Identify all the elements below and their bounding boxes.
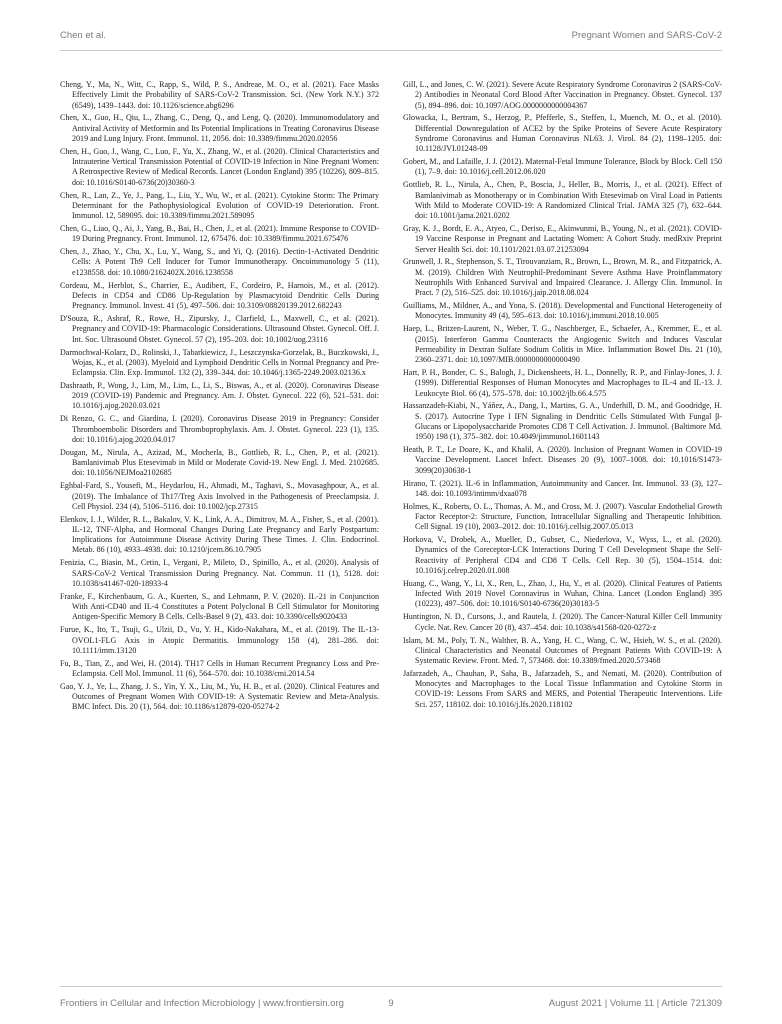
running-header (60, 30, 722, 41)
reference-entry: Hirano, T. (2021). IL-6 in Inflammation, Autoimmunity and Cancer. Int. Immunol. 33 (3), 127–148. doi: 10.1093/intimm/dxaa078 (403, 478, 722, 498)
reference-entry: Fu, B., Tian, Z., and Wei, H. (2014). TH17 Cells in Human Recurrent Pregnancy Loss and Pre-Eclampsia. Cell Mol. Immunol. 11 (6), 564–570. doi: 10.1038/cmi.2014.54 (60, 658, 379, 678)
reference-entry: Islam, M. M., Poly, T. N., Walther, B. A., Yang, H. C., Wang, C. W., Hsieh, W. S., et al. (2020). Clinical Characteristics and Neonatal Outcomes of Pregnant Patients With COVID-19: A Systematic Review. Front. Med. 7, 573468. doi: 10.3389/fmed.2020.573468 (403, 635, 722, 665)
reference-list (60, 80, 722, 715)
footer-issue: August 2021 | Volume 11 | Article 721309 (548, 998, 722, 1009)
header-title: Pregnant Women and SARS-CoV-2 (571, 30, 722, 41)
reference-entry: Eghbal-Fard, S., Yousefi, M., Heydarlou, H., Ahmadi, M., Taghavi, S., Movasaghpour, A., et al. (2019). The Imbalance of Th17/Treg Axis Involved in the Pathogenesis of Preeclampsia. J. Cell Physiol. 234 (4), 5106–5116. doi: 10.1002/jcp.27315 (60, 481, 379, 511)
header-divider (60, 50, 722, 51)
reference-entry: Chen, G., Liao, Q., Ai, J., Yang, B., Bai, H., Chen, J., et al. (2021). Immune Response to COVID-19 During Pregnancy. Front. Immunol. 12, 675476. doi: 10.3389/fimmu.2021.675476 (60, 224, 379, 244)
reference-entry: Horkova, V., Drobek, A., Mueller, D., Gubser, C., Niederlova, V., Wyss, L., et al. (2020). Dynamics of the Coreceptor-LCK Interactions During T Cell Development Shape the Self-Reactivity of Peripheral CD4 and CD8 T Cells. Cell Rep. 30 (5), 1504–1514. doi: 10.1016/j.celrep.2020.01.008 (403, 535, 722, 575)
header-authors: Chen et al. (60, 30, 106, 41)
reference-entry: Dashraath, P., Wong, J., Lim, M., Lim, L., Li, S., Biswas, A., et al. (2020). Coronavirus Disease 2019 (COVID-19) Pandemic and Pregnancy. Am. J. Obstet. Gynecol. 222 (6), 521–531. doi: 10.1016/j.ajog.2020.03.021 (60, 380, 379, 411)
footer-divider (60, 986, 722, 987)
reference-entry: Guilliams, M., Mildner, A., and Yona, S. (2018). Developmental and Functional Heterogeneity of Monocytes. Immunity 49 (4), 595–613. doi: 10.1016/j.immuni.2018.10.005 (403, 301, 722, 321)
reference-column-left (60, 80, 379, 715)
reference-entry: Haep, L., Britzen-Laurent, N., Weber, T. G., Naschberger, E., Schaefer, A., Kremmer, E., et al. (2015). Interferon Gamma Counteracts the Angiogenic Switch and Induces Vascular Permeability in Dextran Sulfate Sodium Colitis in Mice. Inflammation Bowel Dis. 21 (10), 2360–2371. doi: 10.1097/MIB.0000000000000490 (403, 324, 722, 365)
reference-entry: Hart, P. H., Bonder, C. S., Balogh, J., Dickensheets, H. L., Donnelly, R. P., and Finlay-Jones, J. J. (1999). Differential Responses of Human Monocytes and Macrophages to IL-4 and IL-13. J. Leukocyte Biol. 66 (4), 575–578. doi: 10.1002/jlb.66.4.575 (403, 368, 722, 398)
reference-entry: Darmochwal-Kolarz, D., Rolinski, J., Tabarkiewicz, J., Leszczynska-Gorzelak, B., Buczkowski, J., Wojas, K., et al. (2003). Myeloid and Lymphoid Dendritic Cells in Normal Pregnancy and Pre-Eclampsia. Clin. Exp. Immunol. 132 (2), 339–344. doi: 10.1046/j.1365-2249.2003.02136.x (60, 347, 379, 377)
reference-entry: Glowacka, I., Bertram, S., Herzog, P., Pfefferle, S., Steffen, I., Muench, M. O., et al. (2010). Differential Downregulation of ACE2 by the Spike Proteins of Severe Acute Respiratory Syndrome Coronavirus and Human Coronavirus NL63. J. Virol. 84 (2), 1198–1205. doi: 10.1128/JVI.01248-09 (403, 113, 722, 154)
reference-entry: Elenkov, I. J., Wilder, R. L., Bakalov, V. K., Link, A. A., Dimitrov, M. A., Fisher, S., et al. (2001). IL-12, TNF-Alpha, and Hormonal Changes During Late Pregnancy and Early Postpartum: Implications for Autoimmune Disease Activity During These Times. J. Clin. Endocrinol. Metab. 86 (10), 4933–4938. doi: 10.1210/jcem.86.10.7905 (60, 514, 379, 555)
reference-entry: Franke, F., Kirchenbaum, G. A., Kuerten, S., and Lehmann, P. V. (2020). IL-21 in Conjunction With Anti-CD40 and IL-4 Constitutes a Potent Polyclonal B Cell Stimulator for Monitoring Antigen-Specific Memory B Cells. Cells-Basel 9 (2), 433. doi: 10.3390/cells9020433 (60, 591, 379, 622)
reference-entry: Grunwell, J. R., Stephenson, S. T., Tirouvanziam, R., Brown, L., Brown, M. R., and Fitzpatrick, A. M. (2019). Children With Neutrophil-Predominant Severe Asthma Have Proinflammatory Neutrophils With Enhanced Survival and Impaired Clearance. J. Allergy Clin. Immunol. In Pract. 7 (2), 516–525. doi: 10.1016/j.jaip.2018.08.024 (403, 257, 722, 298)
reference-entry: Gottlieb, R. L., Nirula, A., Chen, P., Boscia, J., Heller, B., Morris, J., et al. (2021). Effect of Bamlanivimab as Monotherapy or in Combination With Etesevimab on Viral Load in Patients With Mild to Moderate COVID-19: A Randomized Clinical Trial. JAMA 325 (7), 632–644. doi: 10.1001/jama.2021.0202 (403, 180, 722, 221)
reference-entry: Chen, H., Guo, J., Wang, C., Luo, F., Yu, X., Zhang, W., et al. (2020). Clinical Characteristics and Intrauterine Vertical Transmission Potential of COVID-19 Infection in Nine Pregnant Women: A Retrospective Review of Medical Records. Lancet (London England) 395 (10226), 809–815. doi: 10.1016/S0140-6736(20)30360-3 (60, 146, 379, 187)
reference-entry: Chen, X., Guo, H., Qiu, L., Zhang, C., Deng, Q., and Leng, Q. (2020). Immunomodulatory and Antiviral Activity of Metformin and Its Potential Implications in Treating Coronavirus Disease 2019 and Lung Injury. Front. Immunol. 11, 2056. doi: 10.3389/fimmu.2020.02056 (60, 113, 379, 143)
reference-entry: Dougan, M., Nirula, A., Azizad, M., Mocherla, B., Gottlieb, R. L., Chen, P., et al. (2021). Bamlanivimab Plus Etesevimab in Mild or Moderate Covid-19. New Engl. J. Med. 2102685. doi: 10.1056/NEJMoa2102685 (60, 447, 379, 478)
reference-entry: Gao, Y. J., Ye, L., Zhang, J. S., Yin, Y. X., Liu, M., Yu, H. B., et al. (2020). Clinical Features and Outcomes of Pregnant Women With COVID-19: A Systematic Review and Meta-Analysis. BMC Infect. Dis. 20 (1), 564. doi: 10.1186/s12879-020-05274-2 (60, 681, 379, 712)
reference-entry: D'Souza, R., Ashraf, R., Rowe, H., Zipursky, J., Clarfield, L., Maxwell, C., et al. (2021). Pregnancy and COVID-19: Pharmacologic Considerations. Ultrasound Obstet. Gynecol. Off. J. Int. Soc. Ultrasound Obstet. Gynecol. 57 (2), 195–203. doi: 10.1002/uog.23116 (60, 314, 379, 344)
reference-entry: Furue, K., Ito, T., Tsuji, G., Ulzii, D., Vu, Y. H., Kido-Nakahara, M., et al. (2019). The IL-13-OVOL1-FLG Axis in Atopic Dermatitis. Immunology 158 (4), 281–286. doi: 10.1111/imm.13120 (60, 625, 379, 655)
reference-entry: Hassanzadeh-Kiabi, N., Yáñez, A., Dang, I., Martins, G. A., Underhill, D. M., and Goodridge, H. S. (2017). Autocrine Type I IFN Signaling in Dendritic Cells Stimulated With Fungal β-Glucans or Lipopolysaccharide Promotes CD8 T Cell Activation. J. Immunol. (Baltimore Md. 1950) 198 (1), 375–382. doi: 10.4049/jimmunol.1601143 (403, 401, 722, 442)
reference-column-right (403, 80, 722, 715)
reference-entry: Gill, L., and Jones, C. W. (2021). Severe Acute Respiratory Syndrome Coronavirus 2 (SARS-CoV-2) Antibodies in Neonatal Cord Blood After Vaccination in Pregnancy. Obstet. Gynecol. 137 (5), 894–896. doi: 10.1097/AOG.0000000000004367 (403, 80, 722, 110)
reference-entry: Chen, J., Zhao, Y., Chu, X., Lu, Y., Wang, S., and Yi, Q. (2016). Dectin-1-Activated Dendritic Cells: A Potent Th9 Cell Inducer for Tumor Immunotherapy. Oncoimmunology 5 (11), e1238558. doi: 10.1080/2162402X.2016.1238558 (60, 247, 379, 277)
running-footer (60, 998, 722, 1009)
reference-entry: Jafarzadeh, A., Chauhan, P., Saha, B., Jafarzadeh, S., and Nemati, M. (2020). Contribution of Monocytes and Macrophages to the Local Tissue Inflammation and Cytokine Storm in COVID-19: Lessons From SARS and MERS, and Potential Therapeutic Interventions. Life Sci. 257, 118102. doi: 10.1016/j.lfs.2020.118102 (403, 668, 722, 709)
footer-journal: Frontiers in Cellular and Infection Microbiology | www.frontiersin.org (60, 998, 344, 1009)
reference-entry: Di Renzo, G. C., and Giardina, I. (2020). Coronavirus Disease 2019 in Pregnancy: Consider Thromboembolic Disorders and Thromboprophylaxis. Am. J. Obstet. Gynecol. 223 (1), 135. doi: 10.1016/j.ajog.2020.04.017 (60, 414, 379, 444)
reference-entry: Cordeau, M., Herblot, S., Charrier, E., Audibert, F., Cordeiro, P., Harnois, M., et al. (2012). Defects in CD54 and CD86 Up-Regulation by Plasmacytoid Dendritic Cells During Pregnancy. Immunol. Invest. 41 (5), 497–506. doi: 10.3109/08820139.2012.682243 (60, 280, 379, 311)
reference-entry: Holmes, K., Roberts, O. L., Thomas, A. M., and Cross, M. J. (2007). Vascular Endothelial Growth Factor Receptor-2: Structure, Function, Intracellular Signalling and Therapeutic Inhibition. Cell Signal. 19 (10), 2003–2012. doi: 10.1016/j.cellsig.2007.05.013 (403, 501, 722, 532)
reference-entry: Gobert, M., and Lafaille, J. J. (2012). Maternal-Fetal Immune Tolerance, Block by Block. Cell 150 (1), 7–9. doi: 10.1016/j.cell.2012.06.020 (403, 157, 722, 177)
reference-entry: Heath, P. T., Le Doare, K., and Khalil, A. (2020). Inclusion of Pregnant Women in COVID-19 Vaccine Development. Lancet Infect. Diseases 20 (9), 1007–1008. doi: 10.1016/S1473-3099(20)30638-1 (403, 445, 722, 475)
reference-entry: Huntington, N. D., Cursons, J., and Rautela, J. (2020). The Cancer-Natural Killer Cell Immunity Cycle. Nat. Rev. Cancer 20 (8), 437–454. doi: 10.1038/s41568-020-0272-z (403, 612, 722, 632)
reference-entry: Huang, C., Wang, Y., Li, X., Ren, L., Zhao, J., Hu, Y., et al. (2020). Clinical Features of Patients Infected With 2019 Novel Coronavirus in Wuhan, China. Lancet (London England) 395 (10223), 497–506. doi: 10.1016/S0140-6736(20)30183-5 (403, 578, 722, 609)
reference-entry: Cheng, Y., Ma, N., Witt, C., Rapp, S., Wild, P. S., Andreae, M. O., et al. (2021). Face Masks Effectively Limit the Probability of SARS-CoV-2 Transmission. Sci. (New York N.Y.) 372 (6549), 1439–1443. doi: 10.1126/science.abg6296 (60, 80, 379, 110)
page-number: 9 (388, 998, 394, 1009)
reference-entry: Fenizia, C., Biasin, M., Cetin, I., Vergani, P., Mileto, D., Spinillo, A., et al. (2020). Analysis of SARS-CoV-2 Vertical Transmission During Pregnancy. Nat. Commun. 11 (1), 5128. doi: 10.1038/s41467-020-18933-4 (60, 558, 379, 588)
reference-entry: Chen, R., Lan, Z., Ye, J., Pang, L., Liu, Y., Wu, W., et al. (2021). Cytokine Storm: The Primary Determinant for the Pathophysiological Evolution of COVID-19 Deterioration. Front. Immunol. 12, 589095. doi: 10.3389/fimmu.2021.589095 (60, 190, 379, 221)
reference-entry: Gray, K. J., Bordt, E. A., Atyeo, C., Deriso, E., Akinwunmi, B., Young, N., et al. (2021). COVID-19 Vaccine Response in Pregnant and Lactating Women: A Cohort Study. medRxiv Preprint Server Health Sci. doi: 10.1101/2021.03.07.21253094 (403, 224, 722, 254)
